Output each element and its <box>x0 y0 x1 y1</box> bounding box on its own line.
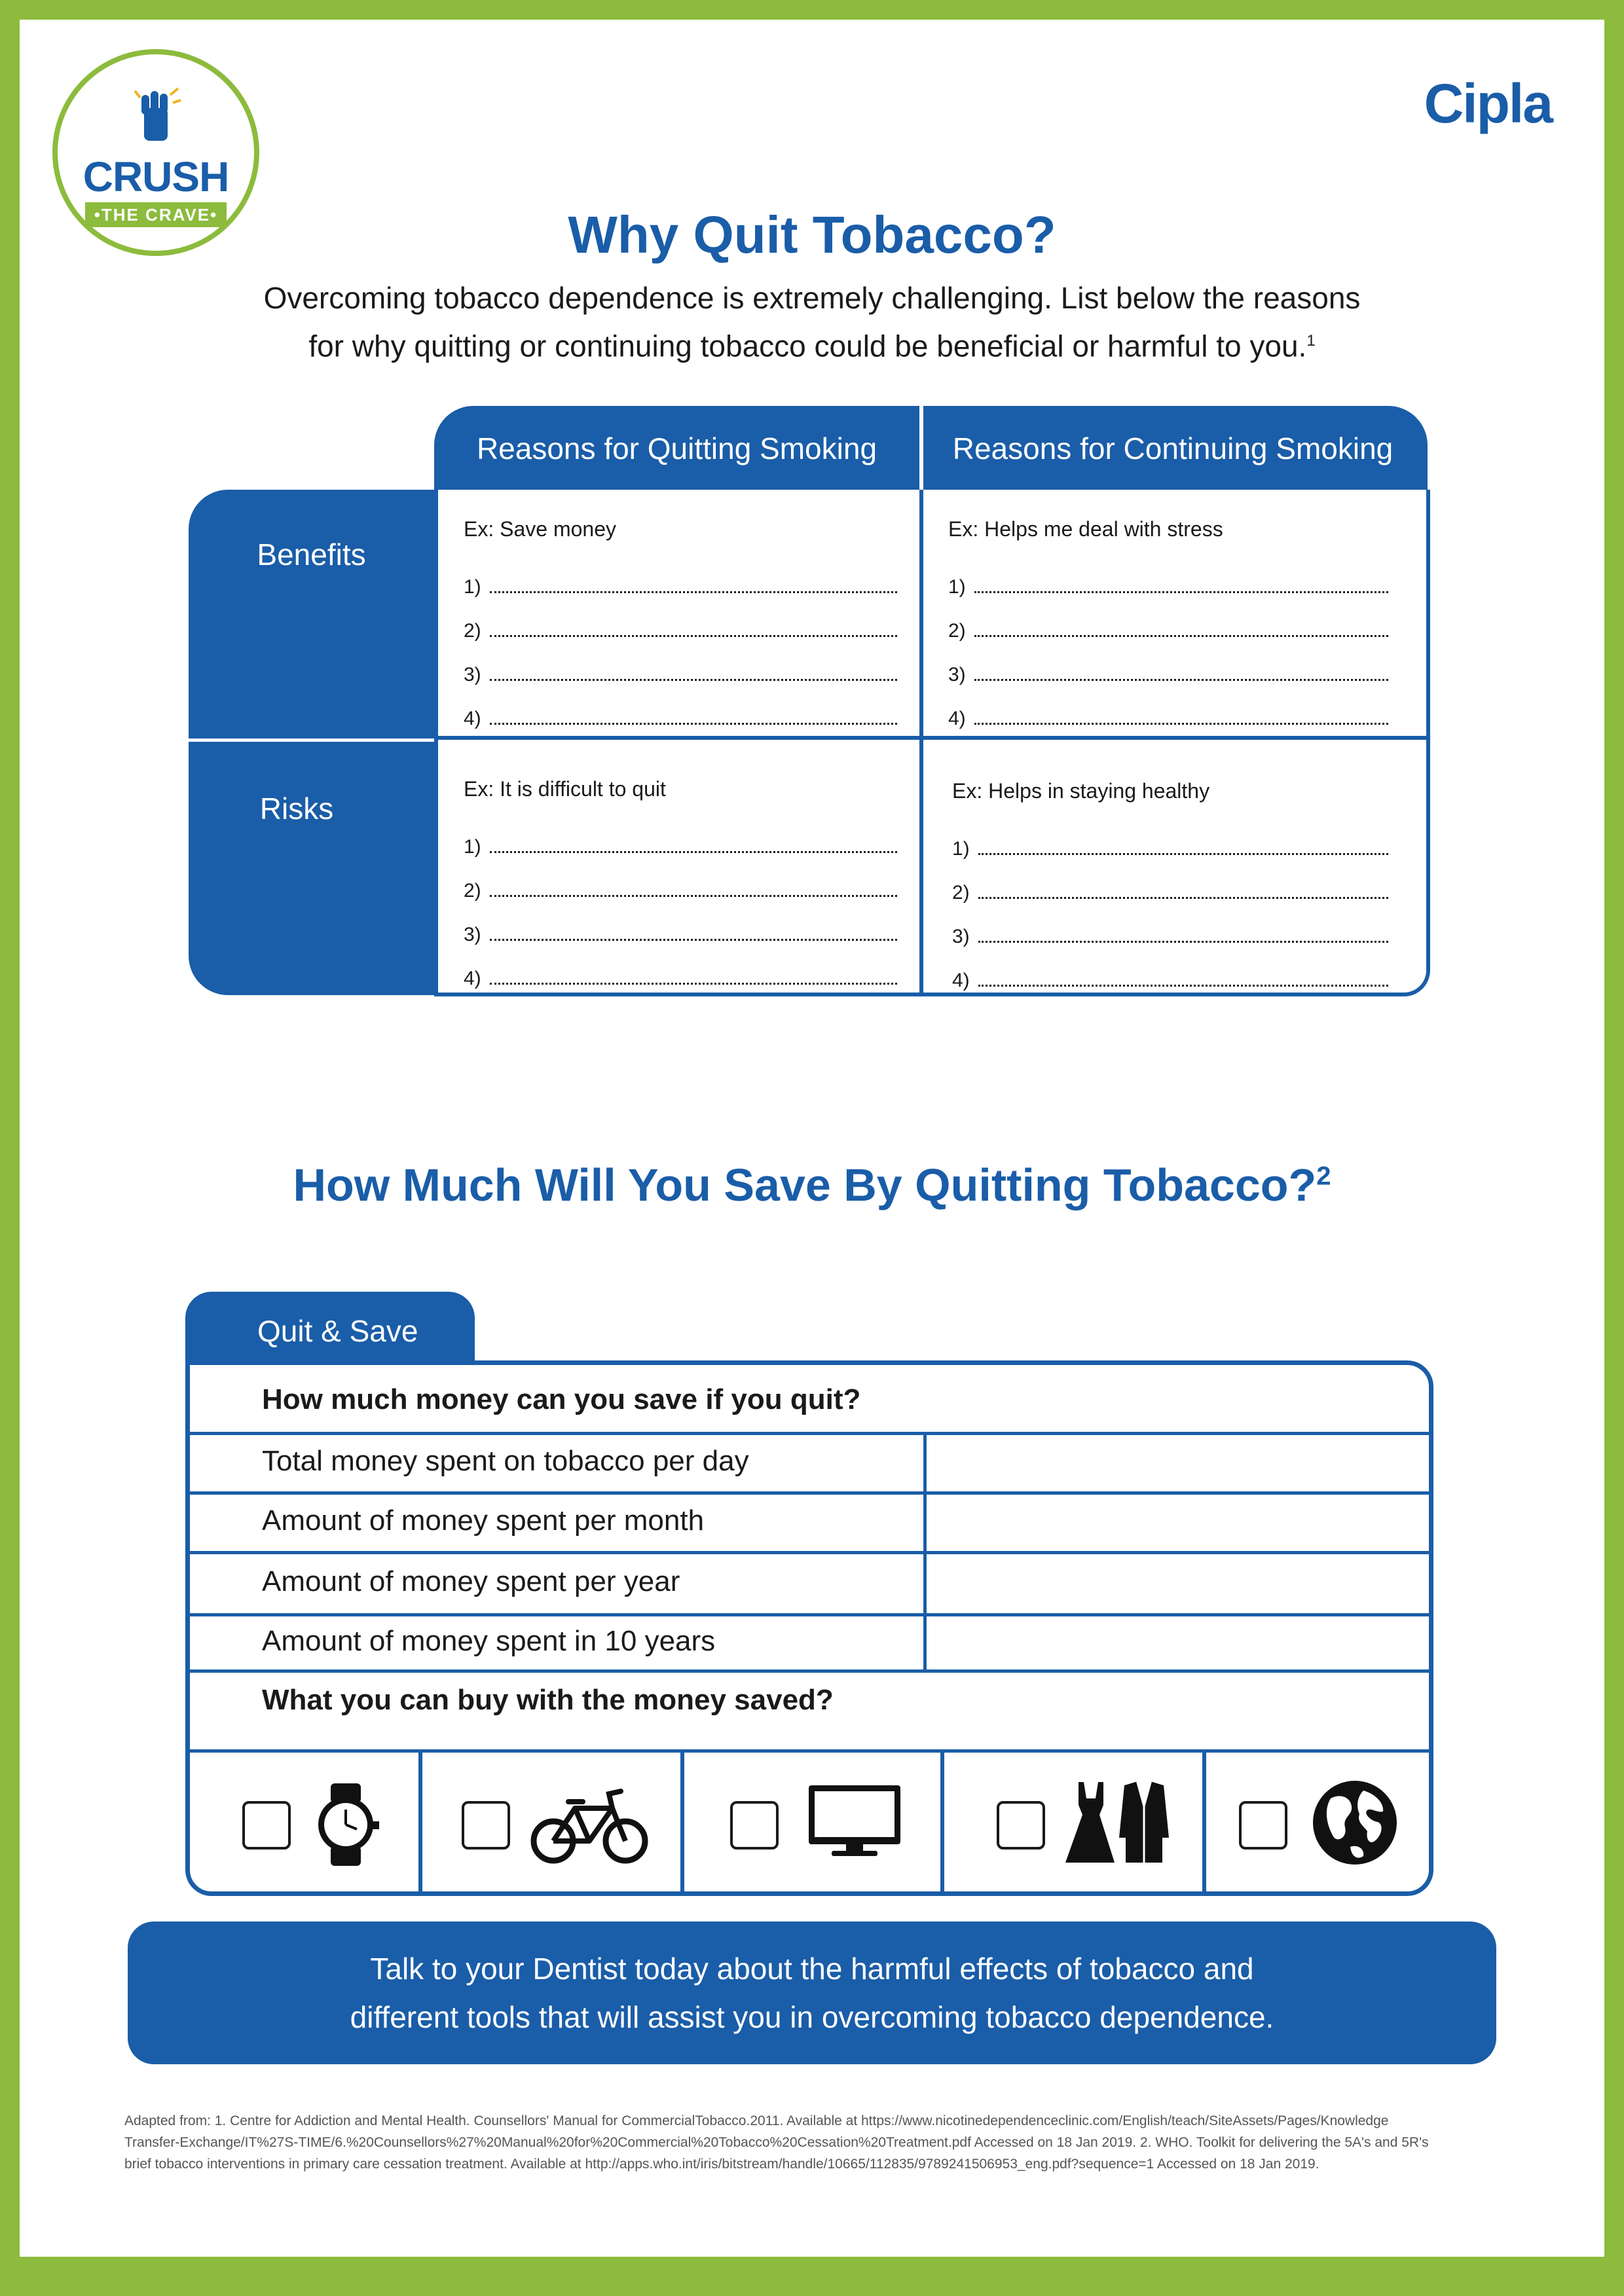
intro-text <box>20 276 1604 367</box>
entry-line[interactable] <box>948 598 1388 642</box>
col-header-quitting: Reasons for Quitting Smoking <box>476 431 877 465</box>
raised-fist-icon <box>130 82 182 147</box>
dotted-line <box>490 591 897 593</box>
savings-title-text: How Much Will You Save By Quitting Tobacco? <box>293 1159 1317 1211</box>
dotted-line <box>974 723 1388 725</box>
entry-line[interactable] <box>464 555 897 598</box>
entry-line[interactable] <box>952 860 1388 904</box>
option-globe <box>1206 1753 1429 1891</box>
entry-line[interactable] <box>952 816 1388 860</box>
checkbox-globe[interactable] <box>1239 1801 1287 1850</box>
entry-line[interactable] <box>464 946 897 990</box>
dotted-line <box>490 635 897 637</box>
option-clothes <box>944 1753 1202 1891</box>
dotted-line <box>974 679 1388 681</box>
entry-number: 2) <box>952 882 970 903</box>
dotted-line <box>978 985 1388 987</box>
page-title: Why Quit Tobacco? <box>568 206 1056 264</box>
footnote-line-3: brief tobacco interventions in primary care cessation treatment. Available at http://apps.who.int/iris/bitstream/handle/10665/112835/9789241506953_eng.pdf?sequence=1 Accessed on 18 Jan 2019. <box>124 2157 1320 2172</box>
grid-vertical-divider <box>919 490 923 996</box>
banner-line-1: Talk to your Dentist today about the harmful effects of tobacco and <box>370 1952 1254 1986</box>
entry-number: 1) <box>948 576 966 598</box>
entry-line[interactable] <box>464 598 897 642</box>
savings-title <box>20 1159 1604 1211</box>
footnote-line-1: Adapted from: 1. Centre for Addiction and Mental Health. Counsellors' Manual for CommercialTobacco.2011. Available at https://www.nicotinedependenceclinic.com/English/teach/SiteAssets/Pages/Knowledge <box>124 2113 1389 2128</box>
entry-number: 4) <box>464 968 481 989</box>
banner-line-2: different tools that will assist you in overcoming tobacco dependence. <box>350 2000 1274 2034</box>
entry-number: 3) <box>464 924 481 945</box>
question-what-buy: What you can buy with the money saved? <box>262 1684 834 1716</box>
quit-save-tab-label: Quit & Save <box>257 1314 418 1348</box>
answer-field-decade[interactable] <box>927 1613 1429 1666</box>
entry-line[interactable] <box>948 642 1388 686</box>
cell-risks-quitting <box>464 777 897 990</box>
dotted-line <box>978 853 1388 855</box>
entry-line[interactable] <box>948 555 1388 598</box>
example-text: Ex: Helps me deal with stress <box>948 517 1223 541</box>
dotted-line <box>490 679 897 681</box>
footnote-ref-1: 1 <box>1306 332 1316 350</box>
dotted-line <box>978 897 1388 899</box>
dotted-line <box>978 941 1388 943</box>
cell-benefits-continuing <box>948 517 1388 730</box>
col-header-continuing: Reasons for Continuing Smoking <box>952 431 1393 465</box>
entry-number: 4) <box>948 708 966 729</box>
intro-line-2-text: for why quitting or continuing tobacco could be beneficial or harmful to you. <box>308 329 1307 363</box>
quit-save-table <box>185 1360 1433 1896</box>
entry-line[interactable] <box>464 642 897 686</box>
example-text: Ex: It is difficult to quit <box>464 777 666 801</box>
footnote-ref-2: 2 <box>1316 1161 1331 1191</box>
dentist-banner <box>128 1922 1496 2064</box>
option-bicycle <box>422 1753 680 1891</box>
grid-horizontal-divider <box>434 736 1426 740</box>
entry-number: 3) <box>952 926 970 947</box>
entry-number: 3) <box>464 664 481 685</box>
entry-line[interactable] <box>952 948 1388 992</box>
entry-number: 1) <box>952 838 970 860</box>
entry-number: 2) <box>464 880 481 902</box>
option-monitor <box>684 1753 940 1891</box>
dotted-line <box>490 939 897 941</box>
dotted-line <box>974 635 1388 637</box>
cipla-brand: Cipla <box>1424 73 1552 134</box>
checkbox-clothes[interactable] <box>997 1801 1045 1850</box>
option-watch <box>190 1753 418 1891</box>
references-footnote <box>124 2110 1506 2175</box>
answer-field-month[interactable] <box>927 1491 1429 1548</box>
entry-number: 3) <box>948 664 966 685</box>
answer-field-day[interactable] <box>927 1432 1429 1488</box>
dotted-line <box>490 983 897 985</box>
worksheet-page <box>20 20 1604 2257</box>
example-text: Ex: Save money <box>464 517 616 541</box>
checkbox-bicycle[interactable] <box>462 1801 510 1850</box>
entry-line[interactable] <box>464 814 897 858</box>
money-label-decade: Amount of money spent in 10 years <box>262 1625 716 1657</box>
entry-number: 1) <box>464 836 481 858</box>
entry-line[interactable] <box>948 686 1388 730</box>
entry-line[interactable] <box>952 904 1388 948</box>
dotted-line <box>490 723 897 725</box>
entry-line[interactable] <box>464 902 897 946</box>
entry-number: 4) <box>952 970 970 991</box>
entry-line[interactable] <box>464 858 897 902</box>
money-label-month: Amount of money spent per month <box>262 1504 705 1537</box>
intro-line-1: Overcoming tobacco dependence is extremely challenging. List below the reasons <box>263 281 1361 315</box>
money-label-year: Amount of money spent per year <box>262 1565 680 1597</box>
entry-line[interactable] <box>464 686 897 730</box>
cell-benefits-quitting <box>464 517 897 730</box>
question-row-buy <box>190 1669 1429 1753</box>
intro-line-2 <box>20 319 1604 367</box>
dotted-line <box>490 895 897 897</box>
entry-number: 2) <box>464 620 481 642</box>
entry-number: 4) <box>464 708 481 729</box>
cell-risks-continuing <box>952 779 1388 992</box>
row-label-risks: Risks <box>259 792 334 826</box>
logo-ribbon: •THE CRAVE• <box>85 202 227 227</box>
entry-number: 1) <box>464 576 481 598</box>
row-label-benefits: Benefits <box>257 538 366 572</box>
watch-icon <box>311 1782 383 1867</box>
globe-icon <box>1311 1779 1399 1867</box>
entry-number: 2) <box>948 620 966 642</box>
answer-field-year[interactable] <box>927 1551 1429 1610</box>
banner-text <box>128 1944 1496 2041</box>
checkbox-monitor[interactable] <box>730 1801 779 1850</box>
clothes-icon <box>1059 1779 1170 1867</box>
row-divider <box>189 738 434 742</box>
logo-word: CRUSH <box>83 153 229 200</box>
monitor-icon <box>805 1782 904 1861</box>
dotted-line <box>490 851 897 853</box>
money-label-day: Total money spent on tobacco per day <box>262 1445 749 1477</box>
bicycle-icon <box>530 1782 648 1867</box>
question-how-much: How much money can you save if you quit? <box>262 1383 861 1415</box>
footnote-line-2: Transfer-Exchange/IT%27S-TIME/6.%20Counsellors%27%20Manual%20for%20Commercial%20Tobacco%20Cessation%20Treatment.pdf Accessed on 18 Jan 2019. 2. WHO. Toolkit for delivering the 5A's and 5R's <box>124 2135 1429 2150</box>
quit-save-tab <box>185 1292 475 1367</box>
dotted-line <box>974 591 1388 593</box>
checkbox-watch[interactable] <box>242 1801 291 1850</box>
question-row <box>190 1365 1429 1435</box>
example-text: Ex: Helps in staying healthy <box>952 779 1210 803</box>
